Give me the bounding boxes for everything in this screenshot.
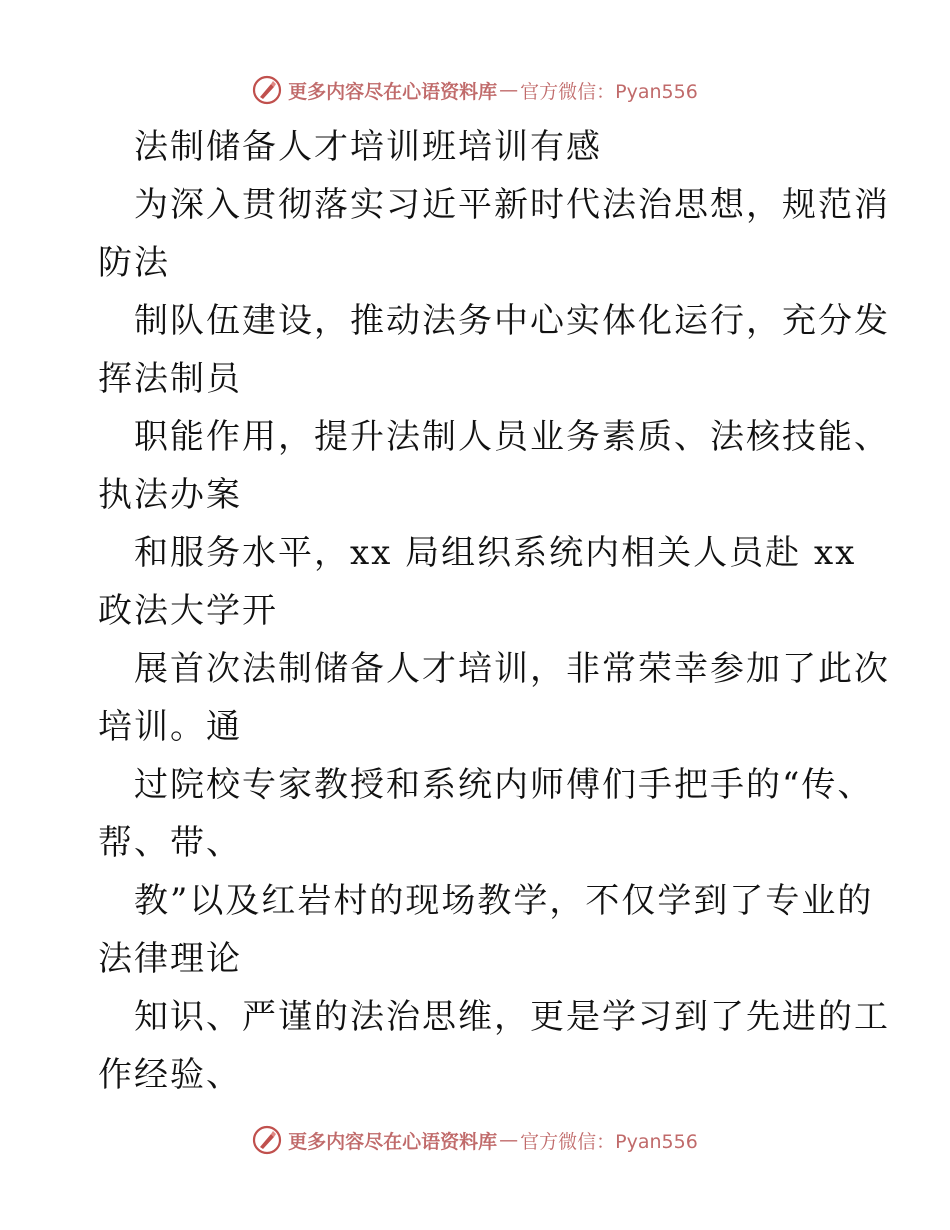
header-banner-separator: — bbox=[499, 79, 519, 101]
pen-logo-icon bbox=[252, 1125, 282, 1155]
header-banner-text: 更多内容尽在心语资料库 bbox=[288, 80, 498, 103]
paragraph-line: 作经验、 bbox=[98, 1055, 242, 1095]
paragraph-line: 过院校专家教授和系统内师傅们手把手的“传、 bbox=[134, 765, 874, 805]
paragraph-line: 培训。通 bbox=[98, 707, 242, 747]
paragraph-line: 执法办案 bbox=[98, 475, 242, 515]
paragraph-line: 展首次法制储备人才培训，非常荣幸参加了此次 bbox=[134, 649, 890, 689]
paragraph-line: 法律理论 bbox=[98, 939, 242, 979]
paragraph-line: 知识、严谨的法治思维，更是学习到了先进的工 bbox=[134, 997, 890, 1037]
paragraph-line: 政法大学开 bbox=[98, 591, 278, 631]
header-banner bbox=[0, 70, 950, 110]
footer-banner bbox=[0, 1120, 950, 1160]
footer-banner-separator: — bbox=[499, 1129, 519, 1151]
paragraph-line: 为深入贯彻落实习近平新时代法治思想，规范消 bbox=[134, 185, 890, 225]
paragraph-line: 防法 bbox=[98, 243, 170, 283]
pen-logo-icon bbox=[252, 75, 282, 105]
header-wechat: 官方微信：Pyan556 bbox=[520, 80, 698, 103]
paragraph-line: 制队伍建设，推动法务中心实体化运行，充分发 bbox=[134, 301, 890, 341]
paragraph-line: 职能作用，提升法制人员业务素质、法核技能、 bbox=[134, 417, 890, 457]
document-title: 法制储备人才培训班培训有感 bbox=[134, 127, 602, 167]
paragraph-line: 挥法制员 bbox=[98, 359, 242, 399]
paragraph-line: 教”以及红岩村的现场教学，不仅学到了专业的 bbox=[134, 881, 874, 921]
paragraph-line: 和服务水平，xx 局组织系统内相关人员赴 xx bbox=[134, 533, 857, 573]
document-body bbox=[98, 118, 890, 1104]
footer-banner-text: 更多内容尽在心语资料库 bbox=[288, 1130, 498, 1153]
paragraph-line: 帮、带、 bbox=[98, 823, 242, 863]
footer-wechat: 官方微信：Pyan556 bbox=[520, 1130, 698, 1153]
